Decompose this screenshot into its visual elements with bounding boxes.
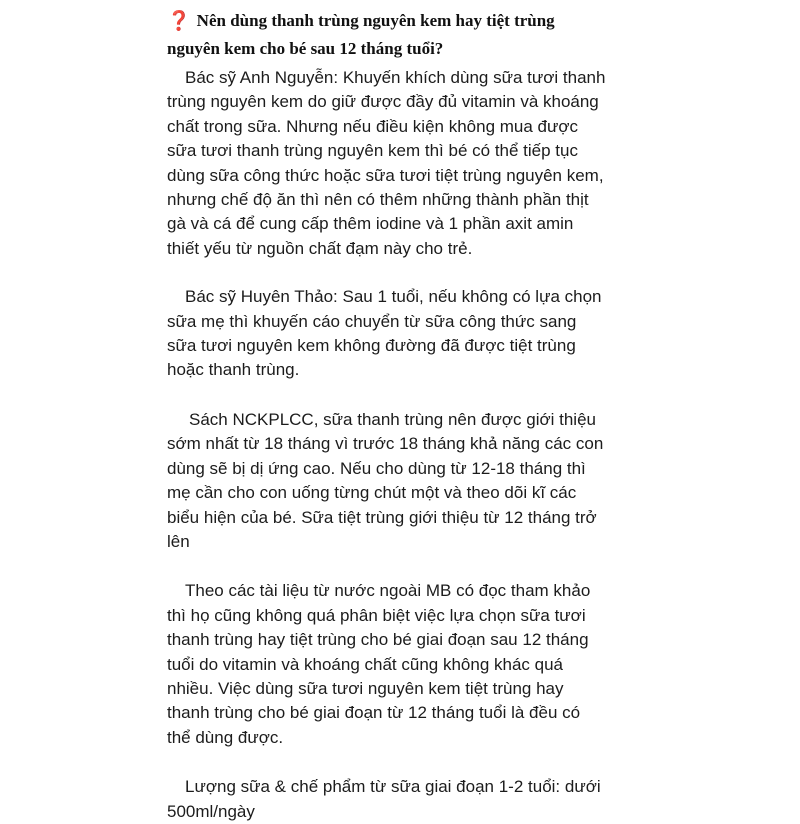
question-mark-icon: ❓ [167, 10, 191, 32]
paragraph-foreign-references: Theo các tài liệu từ nước ngoài MB có đọc tham khảo thì họ cũng không quá phân biệt việc lựa chọn sữa tươi thanh trùng hay tiệt trùng cho bé giai đoạn sau 12 tháng tuổi do vitamin và khoáng chất cũng không khác quá nhiều. Việc dùng sữa tươi nguyên kem tiệt trùng hay thanh trùng cho bé giai đoạn từ 12 tháng tuổi là đều có thể dùng được. [167, 581, 591, 747]
paragraph-milk-amount: Lượng sữa & chế phẩm từ sữa giai đoạn 1-2 tuổi: dưới 500ml/ngày [167, 777, 601, 821]
paragraph-spacer [167, 750, 637, 775]
paragraph-spacer [167, 554, 637, 579]
paragraph-spacer [167, 383, 637, 408]
paragraph-book-nckplcc: Sách NCKPLCC, sữa thanh trùng nên được giới thiệu sớm nhất từ 18 tháng vì trước 18 tháng khả năng các con dùng sẽ bị dị ứng cao. Nếu cho dùng từ 12-18 tháng thì mẹ cần cho con uống từng chút một và theo dõi kĩ các biểu hiện của bé. Sữa tiệt trùng giới thiệu từ 12 tháng trở lên [167, 409, 604, 551]
question-text: Nên dùng thanh trùng nguyên kem hay tiệt trùng nguyên kem cho bé sau 12 tháng tuổi? [167, 11, 555, 58]
right-margin [650, 0, 800, 800]
paragraph-spacer [167, 261, 637, 285]
paragraph-doctor-huyen-thao: Bác sỹ Huyên Thảo: Sau 1 tuổi, nếu không có lựa chọn sữa mẹ thì khuyến cáo chuyển từ sữa công thức sang sữa tươi nguyên kem không đường đã được tiệt trùng hoặc thanh trùng. [167, 287, 602, 380]
left-margin [0, 0, 150, 800]
question-heading [167, 6, 637, 63]
paragraph-doctor-anh-nguyen: Bác sỹ Anh Nguyễn: Khuyến khích dùng sữa tươi thanh trùng nguyên kem do giữ được đầy đủ vitamin và khoáng chất trong sữa. Nhưng nếu điều kiện không mua được sữa tươi thanh trùng nguyên kem thì bé có thể tiếp tục dùng sữa công thức hoặc sữa tươi tiệt trùng nguyên kem, nhưng chế độ ăn thì nên có thêm những thành phần thịt gà và cá để cung cấp thêm iodine và 1 phần axit amin thiết yếu từ nguồn chất đạm này cho trẻ. [167, 68, 606, 258]
article-content [167, 6, 637, 824]
